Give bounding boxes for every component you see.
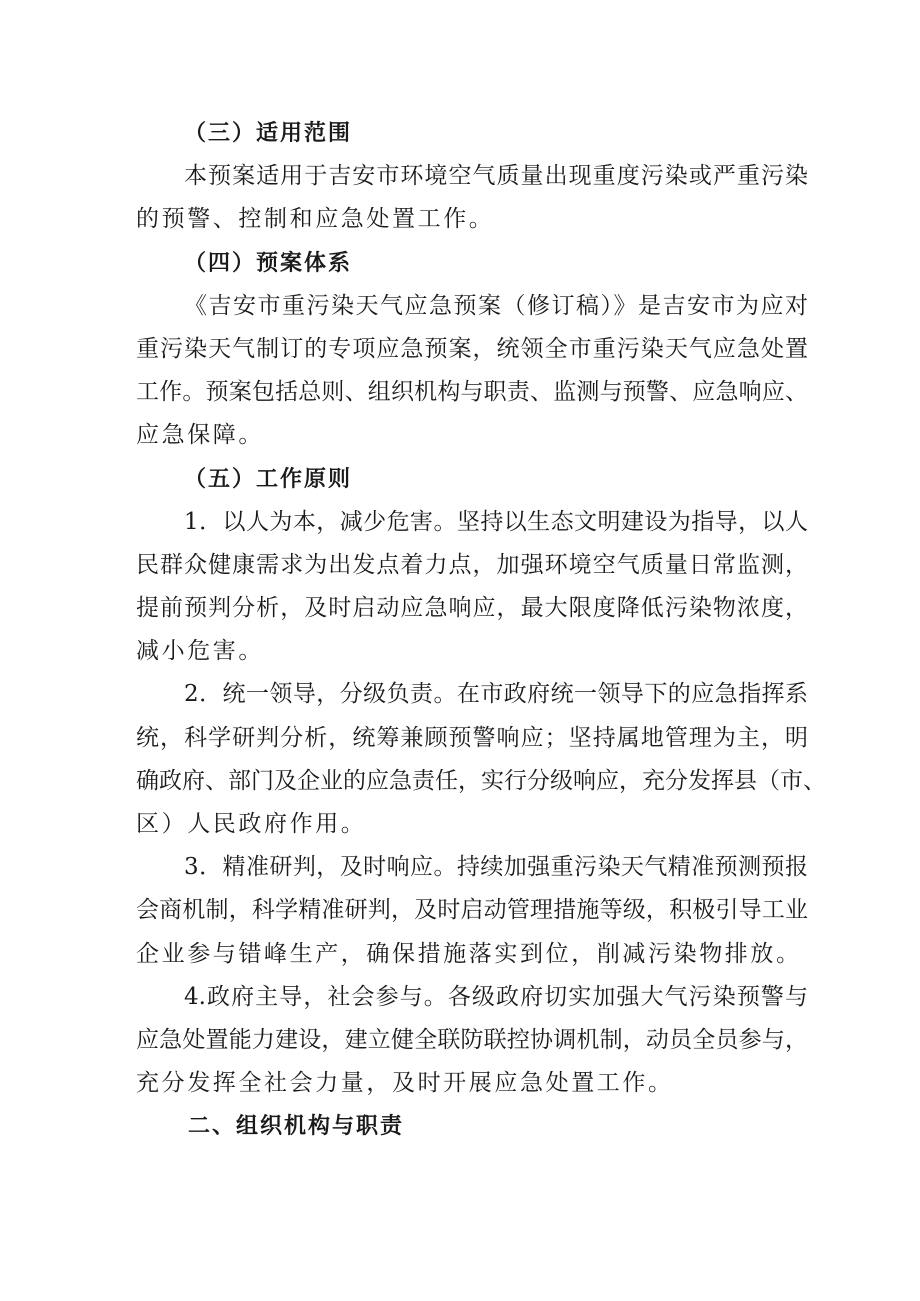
text-line: 3．精准研判，及时响应。持续加强重污染天气精准预测预报: [184, 854, 808, 881]
text-line: 的预警、控制和应急处置工作。: [136, 206, 495, 233]
text-line: 应急保障。: [136, 422, 264, 449]
paragraph-principle-4: [136, 976, 808, 1106]
paragraph-principle-3: [136, 846, 808, 976]
text-line: 《吉安市重污染天气应急预案（修订稿）》是吉安市为应对: [184, 292, 808, 319]
text-line: 民群众健康需求为出发点着力点，加强环境空气质量日常监测，: [136, 551, 808, 578]
document-body: [136, 112, 826, 1149]
text-line: 会商机制，科学精准研判，及时启动管理措施等级，积极引导工业: [136, 897, 808, 924]
text-line: 2．统一领导，分级负责。在市政府统一领导下的应急指挥系: [184, 681, 808, 708]
text-line: 充分发挥全社会力量，及时开展应急处置工作。: [136, 1070, 674, 1097]
text-line: 4.政府主导，社会参与。各级政府切实加强大气污染预警与: [184, 983, 808, 1010]
text-line: 提前预判分析，及时启动应急响应，最大限度降低污染物浓度，: [136, 595, 808, 622]
text-line: 企业参与错峰生产，确保措施落实到位，削减污染物排放。: [136, 940, 802, 967]
text-line: 应急处置能力建设，建立健全联防联控协调机制，动员全员参与，: [136, 1026, 808, 1053]
text-line: 确政府、部门及企业的应急责任，实行分级响应，充分发挥县（市、: [136, 767, 826, 794]
section-heading-scope: （三）适用范围: [184, 121, 353, 146]
text-line: 重污染天气制订的专项应急预案，统领全市重污染天气应急处置: [136, 335, 808, 362]
text-line: 1．以人为本，减少危害。坚持以生态文明建设为指导，以人: [184, 508, 808, 535]
text-line: 区）人民政府作用。: [136, 811, 367, 837]
paragraph-principle-2: [136, 673, 826, 846]
section-heading-principles: （五）工作原则: [184, 466, 353, 492]
chapter-title: 二、组织机构与职责: [188, 1114, 405, 1140]
paragraph-plan-system: [136, 285, 808, 458]
paragraph-principle-1: [136, 501, 808, 674]
text-line: 减小危害。: [136, 638, 264, 665]
text-line: 工作。预案包括总则、组织机构与职责、监测与预警、应急响应、: [136, 379, 808, 406]
paragraph-scope: [136, 155, 808, 241]
text-line: 本预案适用于吉安市环境空气质量出现重度污染或严重污染: [184, 163, 808, 190]
text-line: 统，科学研判分析，统筹兼顾预警响应；坚持属地管理为主，明: [136, 724, 808, 751]
section-heading-plan-system: （四）预案体系: [184, 250, 353, 276]
